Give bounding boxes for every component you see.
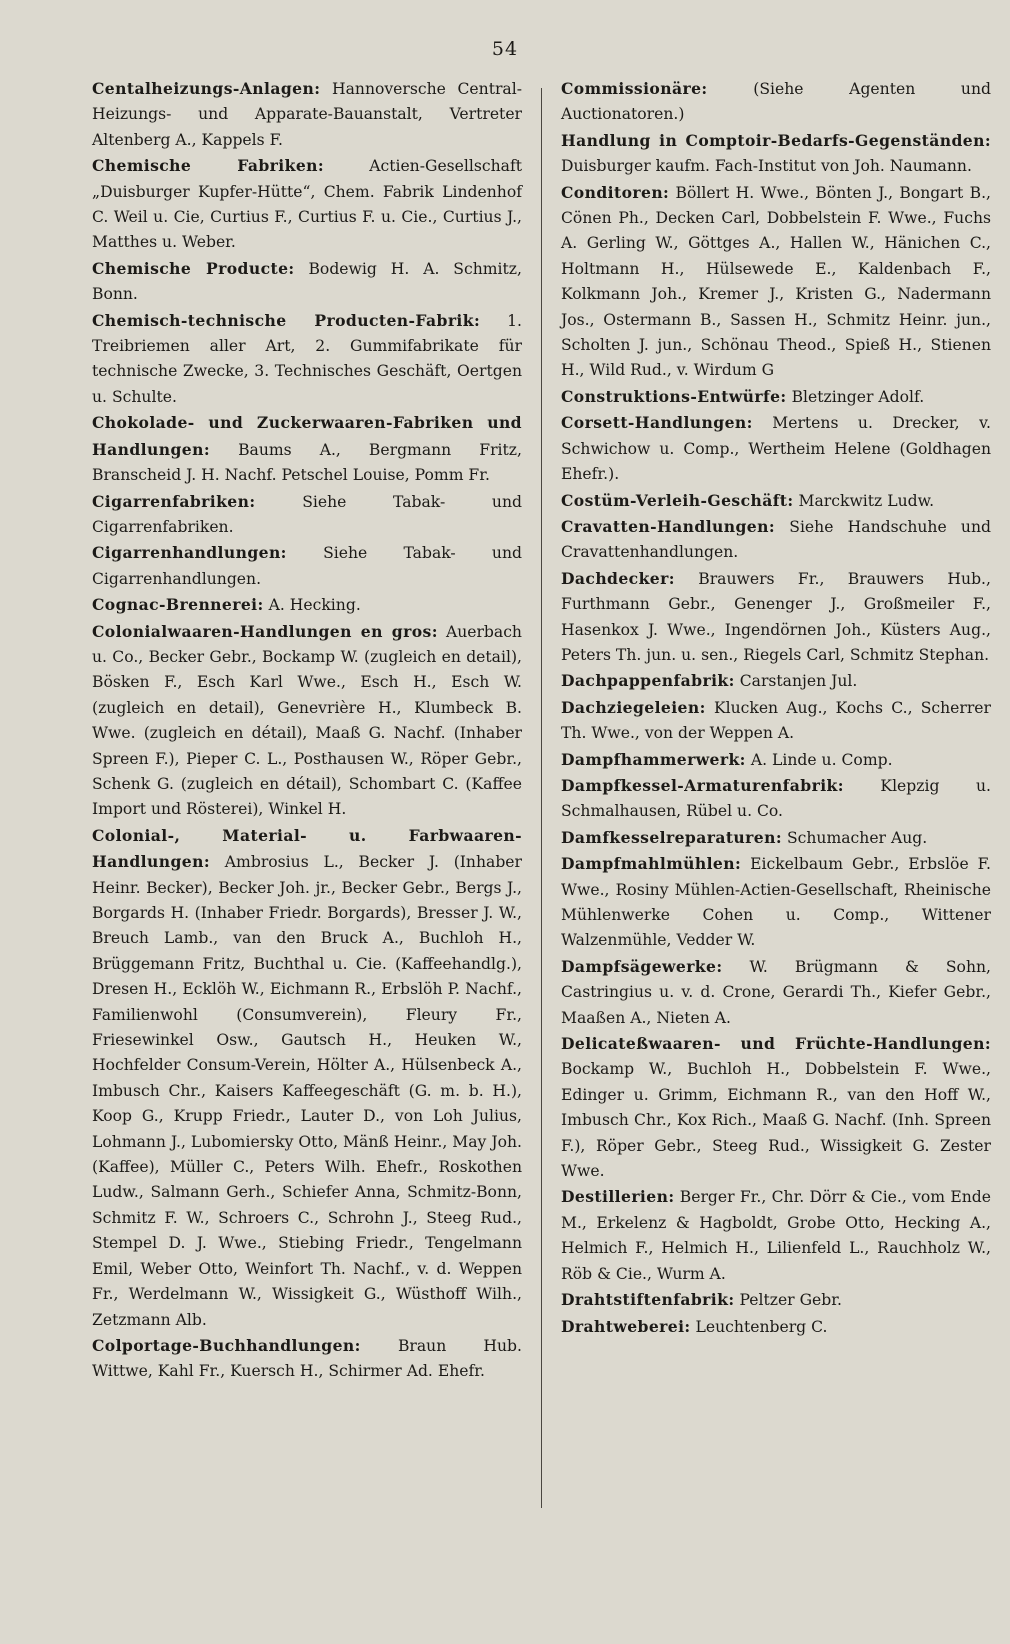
- entry-text: Berger Fr., Chr. Dörr & Cie., vom Ende M., Erkelenz & Hagboldt, Grobe Otto, Hecking A., Helmich F., Helmich H., Lilienfeld L., Rauchholz W., Röb & Cie., Wurm A.: [561, 1188, 991, 1283]
- entry-text: Siehe Handschuhe und Cravattenhandlungen.: [561, 517, 991, 562]
- entry-text: Bodewig H. A. Schmitz, Bonn.: [92, 259, 522, 304]
- entry-heading: Cravatten-Handlungen:: [561, 516, 776, 536]
- entry-heading: Dampfkessel-Armaturenfabrik:: [561, 775, 844, 795]
- entry: [92, 619, 522, 823]
- entry: [92, 1333, 522, 1385]
- entry-heading: Commissionäre:: [561, 79, 708, 98]
- entry-heading: Destillerien:: [561, 1187, 675, 1207]
- entry-heading: Dampfmahlmühlen:: [561, 854, 742, 874]
- entry: [92, 256, 522, 308]
- entry: [561, 747, 991, 773]
- entry: [561, 128, 991, 180]
- entry-heading: Dachziegeleien:: [561, 697, 706, 717]
- entry: [561, 488, 991, 514]
- entry-text: W. Brügmann & Sohn, Castringius u. v. d. Crone, Gerardi Th., Kiefer Gebr., Maaßen A., Nieten A.: [561, 957, 991, 1027]
- entry-text: Marckwitz Ludw.: [798, 491, 935, 510]
- entry-text: Mertens u. Drecker, v. Schwichow u. Comp., Wertheim Helene (Goldhagen Ehefr.).: [561, 414, 991, 484]
- entry-heading: Dampfhammerwerk:: [561, 749, 746, 769]
- entry: [561, 1314, 991, 1340]
- entry-heading: Dachpappenfabrik:: [561, 671, 735, 691]
- entry-heading: Delicateßwaaren- und Früchte-Handlungen:: [561, 1034, 991, 1054]
- entry-heading: Conditoren:: [561, 182, 670, 202]
- entry-text: Siehe Tabak- und Cigarrenhandlungen.: [92, 544, 522, 588]
- entry: [561, 773, 991, 825]
- entry: [92, 489, 522, 541]
- entry: [561, 514, 991, 566]
- page-number: 54: [491, 38, 519, 60]
- entry-text: Schumacher Aug.: [786, 828, 928, 847]
- entry-heading: Colonialwaaren-Handlungen en gros:: [92, 621, 438, 641]
- entry-heading: Construktions-Entwürfe:: [561, 386, 787, 406]
- entry-heading: Chemisch-technische Producten-Fabrik:: [92, 310, 481, 330]
- entry: [92, 153, 522, 256]
- entry: [92, 540, 522, 592]
- entry-heading: Cigarrenfabriken:: [92, 491, 256, 511]
- entry: [561, 1287, 991, 1313]
- entry-text: Bletzinger Adolf.: [791, 387, 925, 406]
- entry-text: (Siehe Agenten und Auctionatoren.): [561, 80, 991, 124]
- entry-text: Klucken Aug., Kochs C., Scherrer Th. Wwe., von der Weppen A.: [561, 698, 991, 743]
- right-column: [561, 76, 991, 1340]
- entry: [561, 825, 991, 851]
- entry-heading: Drahtweberei:: [561, 1316, 691, 1336]
- entry-text: Auerbach u. Co., Becker Gebr., Bockamp W. (zugleich en detail), Bösken F., Esch Karl Wwe., Esch H., Esch W. (zugleich en detail), Genevrière H., Klumbeck B. Wwe. (zugleich en détail), Maaß G. Nachf. (Inhaber Spreen F.), Pieper C. L., Posthausen W., Röper Gebr., Schenk G. (zugleich en détail), Schombart C. (Kaffee Import und Rösterei), Winkel H.: [92, 622, 522, 819]
- entry: [561, 954, 991, 1031]
- entry-heading: Drahtstiftenfabrik:: [561, 1290, 735, 1310]
- entry-text: Carstanjen Jul.: [739, 672, 858, 691]
- entry: [561, 668, 991, 694]
- entry: [561, 76, 991, 128]
- entry-text: A. Linde u. Comp.: [750, 750, 893, 769]
- entry-text: Siehe Tabak- und Cigarrenfabriken.: [92, 492, 522, 536]
- entry: [92, 592, 522, 618]
- column-divider: [541, 88, 542, 1508]
- entry-text: 1. Treibriemen aller Art, 2. Gummifabrikate für technische Zwecke, 3. Technisches Geschäft, Oertgen u. Schulte.: [92, 311, 522, 406]
- entry-text: Eickelbaum Gebr., Erbslöe F. Wwe., Rosiny Mühlen-Actien-Gesellschaft, Rheinische Mühlenwerke Cohen u. Comp., Wittener Walzenmühle, Vedder W.: [561, 855, 991, 950]
- entry: [561, 566, 991, 669]
- entry-heading: Centalheizungs-Anlagen:: [92, 79, 321, 98]
- entry-heading: Chokolade- und Zuckerwaaren-Fabriken und Handlungen:: [92, 413, 522, 459]
- entry-text: Actien-Gesellschaft „Duisburger Kupfer-Hütte“, Chem. Fabrik Lindenhof C. Weil u. Cie, Curtius F., Curtius F. u. Cie., Curtius J., Matthes u. Weber.: [92, 157, 522, 252]
- entry-text: Ambrosius L., Becker J. (Inhaber Heinr. Becker), Becker Joh. jr., Becker Gebr., Bergs J., Borgards H. (Inhaber Friedr. Borgards), Bresser J. W., Breuch Lamb., van den Bruck A., Buchloh H., Brüggemann Fritz, Buchthal u. Cie. (Kaffeehandlg.), Dresen H., Ecklöh W., Eichmann R., Erbslöh P. Nachf., Familienwohl (Consumverein), Fleury Fr., Friesewinkel Osw., Gautsch H., Heuken W., Hochfelder Consum-Verein, Hölter A., Hülsenbeck A., Imbusch Chr., Kaisers Kaffeegeschäft (G. m. b. H.), Koop G., Krupp Friedr., Lauter D., von Loh Julius, Lohmann J., Lubomiersky Otto, Mänß Heinr., May Joh. (Kaffee), Müller C., Peters Wilh. Ehefr., Roskothen Ludw., Salmann Gerh., Schiefer Anna, Schmitz-Bonn, Schmitz F. W., Schroers C., Schrohn J., Steeg Rud., Stempel D. J. Wwe., Stiebing Friedr., Tengelmann Emil, Weber Otto, Weinfort Th. Nachf., v. d. Weppen Fr., Werdelmann W., Wissigkeit G., Wüsthoff Wilh., Zetzmann Alb.: [92, 853, 522, 1329]
- entry-heading: Colportage-Buchhandlungen:: [92, 1335, 361, 1355]
- entry: [561, 410, 991, 487]
- entry-text: Brauwers Fr., Brauwers Hub., Furthmann Gebr., Genenger J., Großmeiler F., Hasenkox J. Wwe., Ingendörnen Joh., Küsters Aug., Peters Th. jun. u. sen., Riegels Carl, Schmitz Stephan.: [561, 569, 991, 664]
- left-column: [92, 76, 522, 1385]
- entry-heading: Corsett-Handlungen:: [561, 413, 753, 433]
- entry-heading: Dampfsägewerke:: [561, 956, 723, 976]
- entry: [561, 695, 991, 747]
- entry: [92, 308, 522, 411]
- entry-text: Klepzig u. Schmalhausen, Rübel u. Co.: [561, 776, 991, 821]
- entry-heading: Chemische Producte:: [92, 258, 295, 278]
- entry-heading: Chemische Fabriken:: [92, 156, 325, 176]
- entry-heading: Handlung in Comptoir-Bedarfs-Gegenständen:: [561, 130, 991, 150]
- entry: [92, 823, 522, 1333]
- entry-heading: Costüm-Verleih-Geschäft:: [561, 490, 794, 510]
- entry-text: Braun Hub. Wittwe, Kahl Fr., Kuersch H., Schirmer Ad. Ehefr.: [92, 1336, 522, 1381]
- entry-text: Baums A., Bergmann Fritz, Branscheid J. H. Nachf. Petschel Louise, Pomm Fr.: [92, 440, 522, 485]
- entry: [92, 410, 522, 488]
- entry-text: Böllert H. Wwe., Bönten J., Bongart B., Cönen Ph., Decken Carl, Dobbelstein F. Wwe., Fuchs A. Gerling W., Göttges A., Hallen W., Hänichen C., Holtmann H., Hülsewede E., Kaldenbach F., Kolkmann Joh., Kremer J., Kristen G., Nadermann Jos., Ostermann B., Sassen H., Schmitz Heinr. jun., Scholten J. jun., Schönau Theod., Spieß H., Stienen H., Wild Rud., v. Wirdum G: [561, 183, 991, 380]
- entry: [561, 180, 991, 384]
- entry-text: Hannoversche Central-Heizungs- und Apparate-Bauanstalt, Vertreter Altenberg A., Kappels F.: [92, 80, 522, 149]
- entry-text: A. Hecking.: [268, 596, 361, 615]
- entry: [561, 851, 991, 954]
- entry-heading: Cognac-Brennerei:: [92, 595, 264, 615]
- entry: [561, 384, 991, 410]
- entry-heading: Colonial-, Material- u. Farbwaaren-Handlungen:: [92, 825, 522, 872]
- entry-heading: Dachdecker:: [561, 568, 675, 588]
- entry: [561, 1031, 991, 1184]
- entry-heading: Cigarrenhandlungen:: [92, 543, 287, 563]
- entry: [92, 76, 522, 153]
- entry-text: Leuchtenberg C.: [695, 1317, 828, 1336]
- entry-text: Duisburger kaufm. Fach-Institut von Joh. Naumann.: [561, 157, 972, 176]
- entry-text: Peltzer Gebr.: [739, 1291, 842, 1310]
- entry-text: Bockamp W., Buchloh H., Dobbelstein F. Wwe., Edinger u. Grimm, Eichmann R., van den Hoff W., Imbusch Chr., Kox Rich., Maaß G. Nachf. (Inh. Spreen F.), Röper Gebr., Steeg Rud., Wissigkeit G. Zester Wwe.: [561, 1060, 991, 1181]
- entry-heading: Damfkesselreparaturen:: [561, 827, 782, 847]
- entry: [561, 1184, 991, 1287]
